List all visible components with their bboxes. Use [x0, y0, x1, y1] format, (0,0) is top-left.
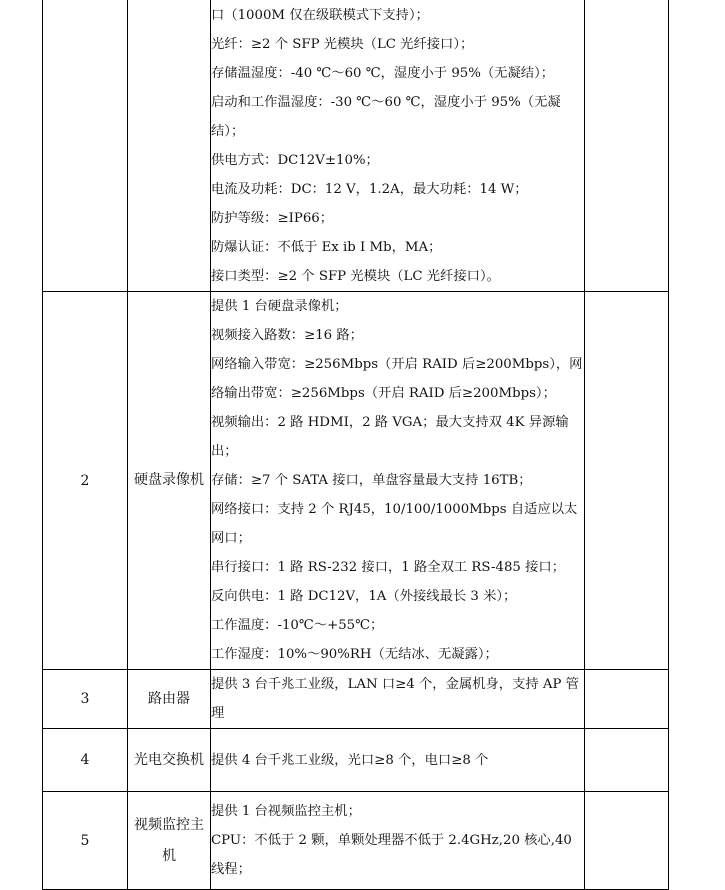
spec-line: 提供 4 台千兆工业级，光口≥8 个，电口≥8 个: [211, 752, 489, 768]
row-number-cell: 3: [43, 670, 128, 729]
row-number-cell: 5: [43, 792, 128, 890]
spec-line: 电流及功耗：DC：12 V，1.2A，最大功耗：14 W；: [211, 181, 528, 197]
spec-line: 口（1000M 仅在级联模式下支持）；: [211, 7, 429, 23]
spec-line: 提供 1 台硬盘录像机；: [211, 299, 348, 314]
spec-line: 供电方式：DC12V±10%；: [211, 152, 379, 168]
empty-cell: [585, 0, 669, 292]
item-name-cell: 路由器: [128, 670, 211, 729]
spec-line: 防爆认证：不低于 Ex ib I Mb，MA；: [211, 239, 442, 255]
item-name-cell: 视频监控主机: [128, 792, 211, 890]
spec-cell: [211, 292, 585, 670]
spec-line: 视频接入路数：≥16 路；: [211, 328, 363, 343]
table-row: [43, 292, 669, 670]
empty-cell: [585, 292, 669, 670]
spec-line: 反向供电：1 路 DC12V，1A（外接线最长 3 米）；: [211, 589, 517, 604]
spec-line: CPU：不低于 2 颗，单颗处理器不低于 2.4GHz,20 核心,40 线程；: [211, 833, 572, 877]
spec-cell: [211, 0, 585, 292]
item-name-cell: [128, 0, 211, 292]
spec-line: 视频输出：2 路 HDMI，2 路 VGA；最大支持双 4K 异源输出；: [211, 415, 569, 459]
spec-line: 光纤：≥2 个 SFP 光模块（LC 光纤接口）；: [211, 36, 474, 52]
spec-cell: [211, 792, 585, 890]
row-number-cell: 4: [43, 729, 128, 792]
empty-cell: [585, 670, 669, 729]
spec-line: 网络输入带宽：≥256Mbps（开启 RAID 后≥200Mbps），网络输出带宽：≥256Mbps（开启 RAID 后≥200Mbps）；: [211, 357, 583, 401]
equipment-spec-table: [42, 0, 669, 890]
empty-cell: [585, 792, 669, 890]
spec-line: 网络接口：支持 2 个 RJ45，10/100/1000Mbps 自适应以太网口；: [211, 502, 578, 546]
spec-line: 启动和工作温湿度：-30 ℃～60 ℃，湿度小于 95%（无凝结）；: [211, 94, 561, 139]
spec-line: 串行接口：1 路 RS-232 接口，1 路全双工 RS-485 接口；: [211, 560, 565, 575]
spec-line: 存储：≥7 个 SATA 接口，单盘容量最大支持 16TB；: [211, 473, 532, 488]
spec-line: 防护等级：≥IP66；: [211, 210, 334, 226]
spec-line: 存储温湿度：-40 ℃～60 ℃，湿度小于 95%（无凝结）；: [211, 65, 555, 81]
table-row: [43, 792, 669, 890]
row-number-cell: [43, 0, 128, 292]
row-number-cell: 2: [43, 292, 128, 670]
table-row: [43, 670, 669, 729]
spec-line: 接口类型：≥2 个 SFP 光模块（LC 光纤接口）。: [211, 268, 500, 284]
item-name-cell: 硬盘录像机: [128, 292, 211, 670]
spec-line: 提供 1 台视频监控主机；: [211, 804, 361, 819]
item-name-cell: 光电交换机: [128, 729, 211, 792]
table-row: [43, 729, 669, 792]
spec-line: 提供 3 台千兆工业级，LAN 口≥4 个，金属机身，支持 AP 管理: [211, 677, 579, 721]
spec-line: 工作湿度：10%～90%RH（无结冰、无凝露）；: [211, 647, 498, 662]
empty-cell: [585, 729, 669, 792]
table-row: [43, 0, 669, 292]
spec-cell: [211, 670, 585, 729]
spec-cell: [211, 729, 585, 792]
spec-line: 工作温度：-10℃～+55℃；: [211, 618, 384, 633]
